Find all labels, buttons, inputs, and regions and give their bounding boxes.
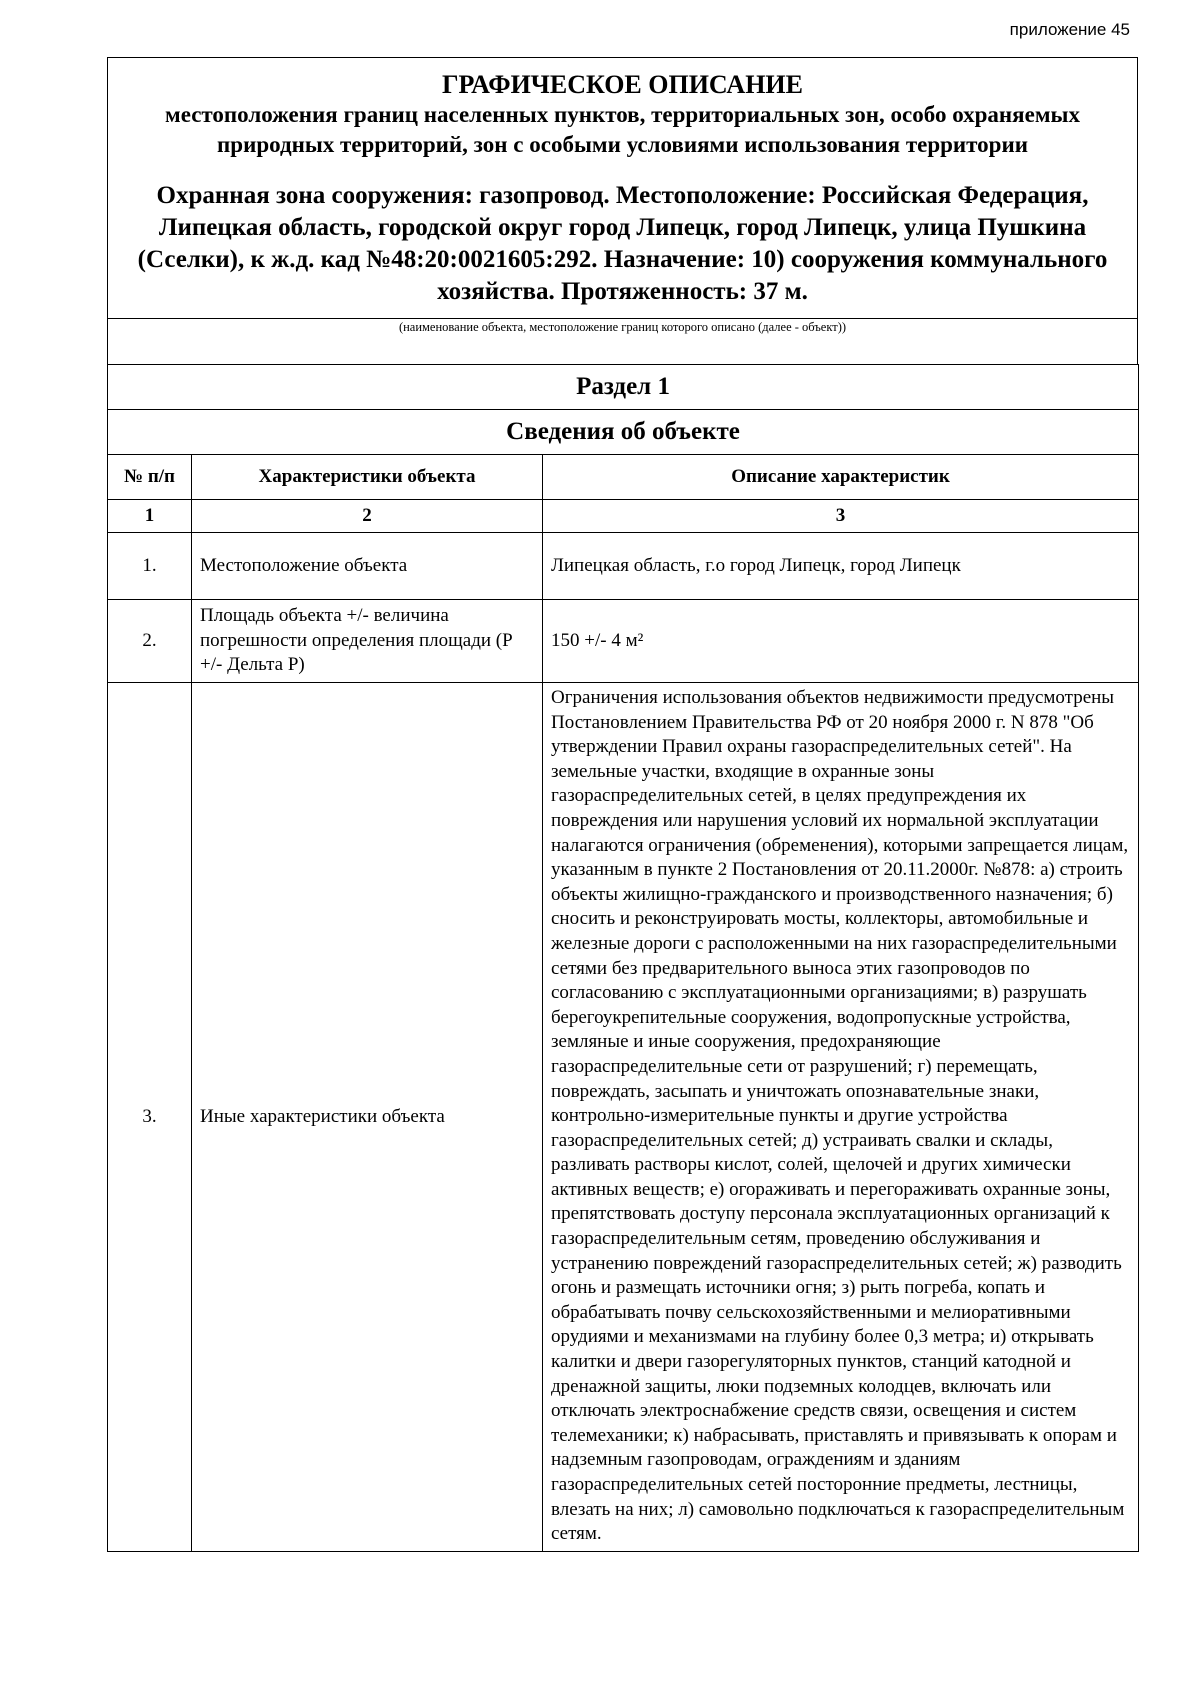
- column-numbers-row: [108, 500, 1139, 533]
- column-header-characteristic: Характеристики объекта: [192, 455, 543, 500]
- table-header-row: [108, 455, 1139, 500]
- row-number: 3.: [108, 683, 192, 1552]
- appendix-label: приложение 45: [1009, 20, 1130, 39]
- document-frame: [107, 57, 1138, 1552]
- document-header: [107, 57, 1138, 340]
- column-header-description: Описание характеристик: [543, 455, 1139, 500]
- column-number: 1: [108, 500, 192, 533]
- row-characteristic: Иные характеристики объекта: [192, 683, 543, 1552]
- header-gap: [107, 340, 1138, 364]
- document-title: ГРАФИЧЕСКОЕ ОПИСАНИЕ: [442, 70, 803, 99]
- section-title: Раздел 1: [108, 365, 1139, 410]
- row-description: Ограничения использования объектов недвижимости предусмотрены Постановлением Правительства РФ от 20 ноября 2000 г. N 878 "Об утверждении Правил охраны газораспределительных сетей". На земельные участки, входящие в охранные зоны газораспределительных сетей, в целях предупреждения их повреждения или нарушения условий их нормальной эксплуатации налагаются ограничения (обременения), которыми запрещается лицам, указанным в пункте 2 Постановления от 20.11.2000г. №878: а) строить объекты жилищно-гражданского и производственного назначения; б) сносить и реконструировать мосты, коллекторы, автомобильные и железные дороги с расположенными на них газораспределительными сетями без предварительного выноса этих газопроводов по согласованию с эксплуатационными организациями; в) разрушать берегоукрепительные сооружения, водопропускные устройства, земляные и иные сооружения, предохраняющие газораспределительные сети от разрушений; г) перемещать, повреждать, засыпать и уничтожать опознавательные знаки, контрольно-измерительные пункты и другие устройства газораспределительных сетей; д) устраивать свалки и склады, разливать растворы кислот, солей, щелочей и других химически активных веществ; е) огораживать и перегораживать охранные зоны, препятствовать доступу персонала эксплуатационных организаций к газораспределительным сетям, проведению обслуживания и устранению повреждений газораспределительных сетей; ж) разводить огонь и размещать источники огня; з) рыть погреба, копать и обрабатывать почву сельскохозяйственными и мелиоративными орудиями и механизмами на глубину более 0,3 метра; и) открывать калитки и двери газорегуляторных пунктов, станций катодной и дренажной защиты, люки подземных колодцев, включать или отключать электроснабжение средств связи, освещения и систем телемеханики; к) набрасывать, приставлять и привязывать к опорам и надземным газопроводам, ограждениям и зданиям газораспределительных сетей посторонние предметы, лестницы, влезать на них; л) самовольно подключаться к газораспределительным сетям.: [543, 683, 1139, 1552]
- column-header-number: № п/п: [108, 455, 192, 500]
- row-characteristic: Местоположение объекта: [192, 533, 543, 600]
- row-characteristic: Площадь объекта +/- величина погрешности определения площади (Р +/- Дельта Р): [192, 600, 543, 683]
- table-row: [108, 600, 1139, 683]
- object-description: Охранная зона сооружения: газопровод. Местоположение: Российская Федерация, Липецкая область, городской округ город Липецк, город Липецк, улица Пушкина (Сселки), к ж.д. кад №48:20:0021605:292. Назначение: 10) сооружения коммунального хозяйства. Протяженность: 37 м.: [137, 182, 1108, 305]
- row-description: 150 +/- 4 м²: [543, 600, 1139, 683]
- row-number: 2.: [108, 600, 192, 683]
- column-number: 3: [543, 500, 1139, 533]
- table-row: [108, 683, 1139, 1552]
- object-info-table: [107, 364, 1139, 1552]
- column-number: 2: [192, 500, 543, 533]
- section-subtitle: Сведения об объекте: [108, 410, 1139, 455]
- object-note: (наименование объекта, местоположение границ которого описано (далее - объект)): [108, 318, 1137, 340]
- row-description: Липецкая область, г.о город Липецк, город Липецк: [543, 533, 1139, 600]
- document-subtitle: местоположения границ населенных пунктов, территориальных зон, особо охраняемых природных территорий, зон с особыми условиями использования территории: [165, 102, 1080, 157]
- table-row: [108, 533, 1139, 600]
- row-number: 1.: [108, 533, 192, 600]
